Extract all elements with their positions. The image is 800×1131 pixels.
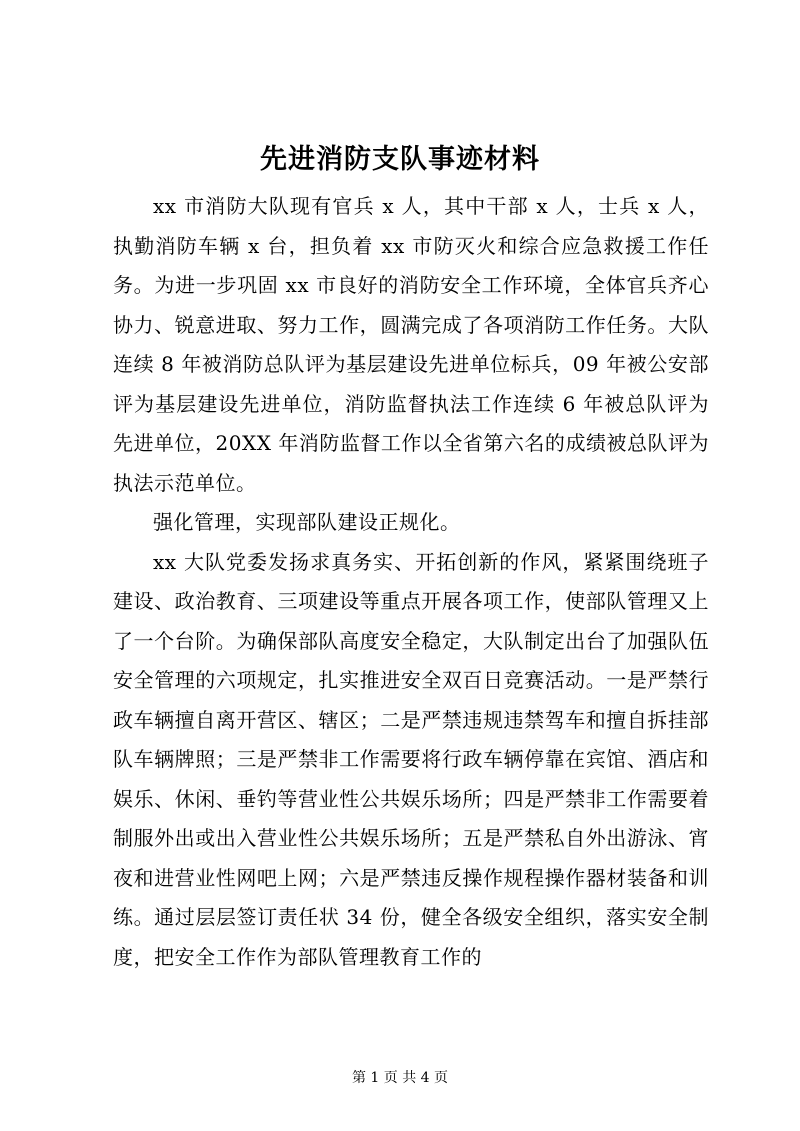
paragraph-heading: 强化管理，实现部队建设正规化。 [153, 510, 461, 534]
paragraph-management: xx 大队党委发扬求真务实、开拓创新的作风，紧紧围绕班子建设、政治教育、三项建设等重点开展各项工作，使部队管理又上了一个台阶。为确保部队高度安全稳定，大队制定出台了加强队伍安全管理的六项规定，扎实推进安全双百日竞赛活动。一是严禁行政车辆擅自离开营区、辖区；二是严禁违规违禁驾车和擅自拆挂部队车辆牌照；三是严禁非工作需要将行政车辆停靠在宾馆、酒店和娱乐、休闲、垂钓等营业性公共娱乐场所；四是严禁非工作需要着制服外出或出入营业性公共娱乐场所；五是严禁私自外出游泳、宵夜和进营业性网吧上网；六是严禁违反操作规程操作器材装备和训练。通过层层签订责任状 34 份，健全各级安全组织，落实安全制度，把安全工作作为部队管理教育工作的 [113, 549, 709, 969]
page-footer: 第 1 页 共 4 页 [351, 1070, 449, 1086]
paragraph-intro: xx 市消防大队现有官兵 x 人，其中干部 x 人，士兵 x 人，执勤消防车辆 x 台，担负着 xx 市防灭火和综合应急救援工作任务。为进一步巩固 xx 市良好的消防安全工作环境，全体官兵齐心协力、锐意进取、努力工作，圆满完成了各项消防工作任务。大队连续 8 年被消防总队评为基层建设先进单位标兵，09 年被公安部评为基层建设先进单位，消防监督执法工作连续 6 年被总队评为先进单位，20XX 年消防监督工作以全省第六名的成绩被总队评为执法示范单位。 [113, 194, 709, 495]
document-title: 先进消防支队事迹材料 [260, 144, 540, 175]
document-body [113, 187, 709, 977]
